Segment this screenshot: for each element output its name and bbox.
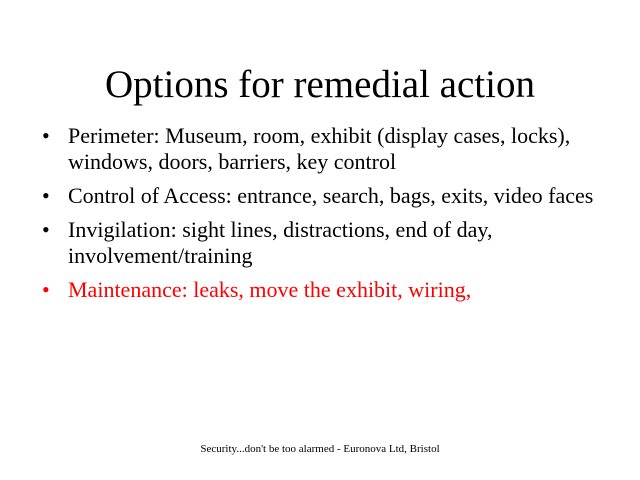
bullet-text: Perimeter: Museum, room, exhibit (display cases, locks), windows, doors, barriers, key control [68,123,571,174]
bullet-list [40,123,620,311]
bullet-point-icon: • [42,183,50,208]
bullet-point-icon: • [42,217,50,242]
bullet-point-icon: • [42,277,50,302]
slide-footer: Security...don't be too alarmed - Euronova Ltd, Bristol [200,443,440,455]
bullet-text: Control of Access: entrance, search, bags, exits, video faces [68,183,594,208]
bullet-item-perimeter [40,123,620,175]
bullet-item-control-of-access [40,183,620,209]
slide-title: Options for remedial action [105,63,535,106]
bullet-text: Maintenance: leaks, move the exhibit, wiring, [68,277,472,302]
bullet-text: Invigilation: sight lines, distractions, end of day, involvement/training [68,217,493,268]
bullet-point-icon: • [42,123,50,148]
bullet-item-invigilation [40,217,620,269]
bullet-item-maintenance [40,277,620,303]
